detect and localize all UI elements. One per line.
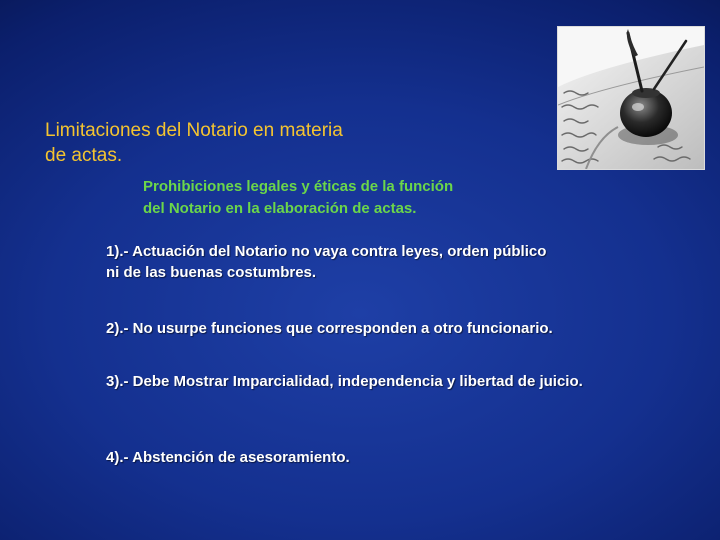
slide-title-line-1: Limitaciones del Notario en materia	[45, 120, 343, 141]
list-item-3	[106, 371, 646, 392]
slide-subtitle	[143, 176, 533, 220]
list-item-4-text: 4).- Abstención de asesoramiento.	[106, 449, 350, 466]
slide-title-line-2: de actas.	[45, 145, 123, 166]
list-item-1	[106, 241, 646, 283]
list-item-1-line-2: ni de las buenas costumbres.	[106, 264, 317, 281]
list-item-4	[106, 447, 646, 468]
list-item-2	[106, 318, 646, 339]
slide-title	[45, 118, 515, 168]
subtitle-line-2: del Notario en la elaboración de actas.	[143, 200, 417, 217]
book-inkwell-illustration	[558, 27, 704, 169]
list-item-1-line-1: 1).- Actuación del Notario no vaya contra leyes, orden público	[106, 243, 547, 260]
subtitle-line-1: Prohibiciones legales y éticas de la función	[143, 178, 454, 195]
list-item-2-text: 2).- No usurpe funciones que corresponden a otro funcionario.	[106, 320, 553, 337]
book-inkwell-quill-image	[557, 26, 705, 170]
list-item-3-text: 3).- Debe Mostrar Imparcialidad, independencia y libertad de juicio.	[106, 373, 583, 390]
